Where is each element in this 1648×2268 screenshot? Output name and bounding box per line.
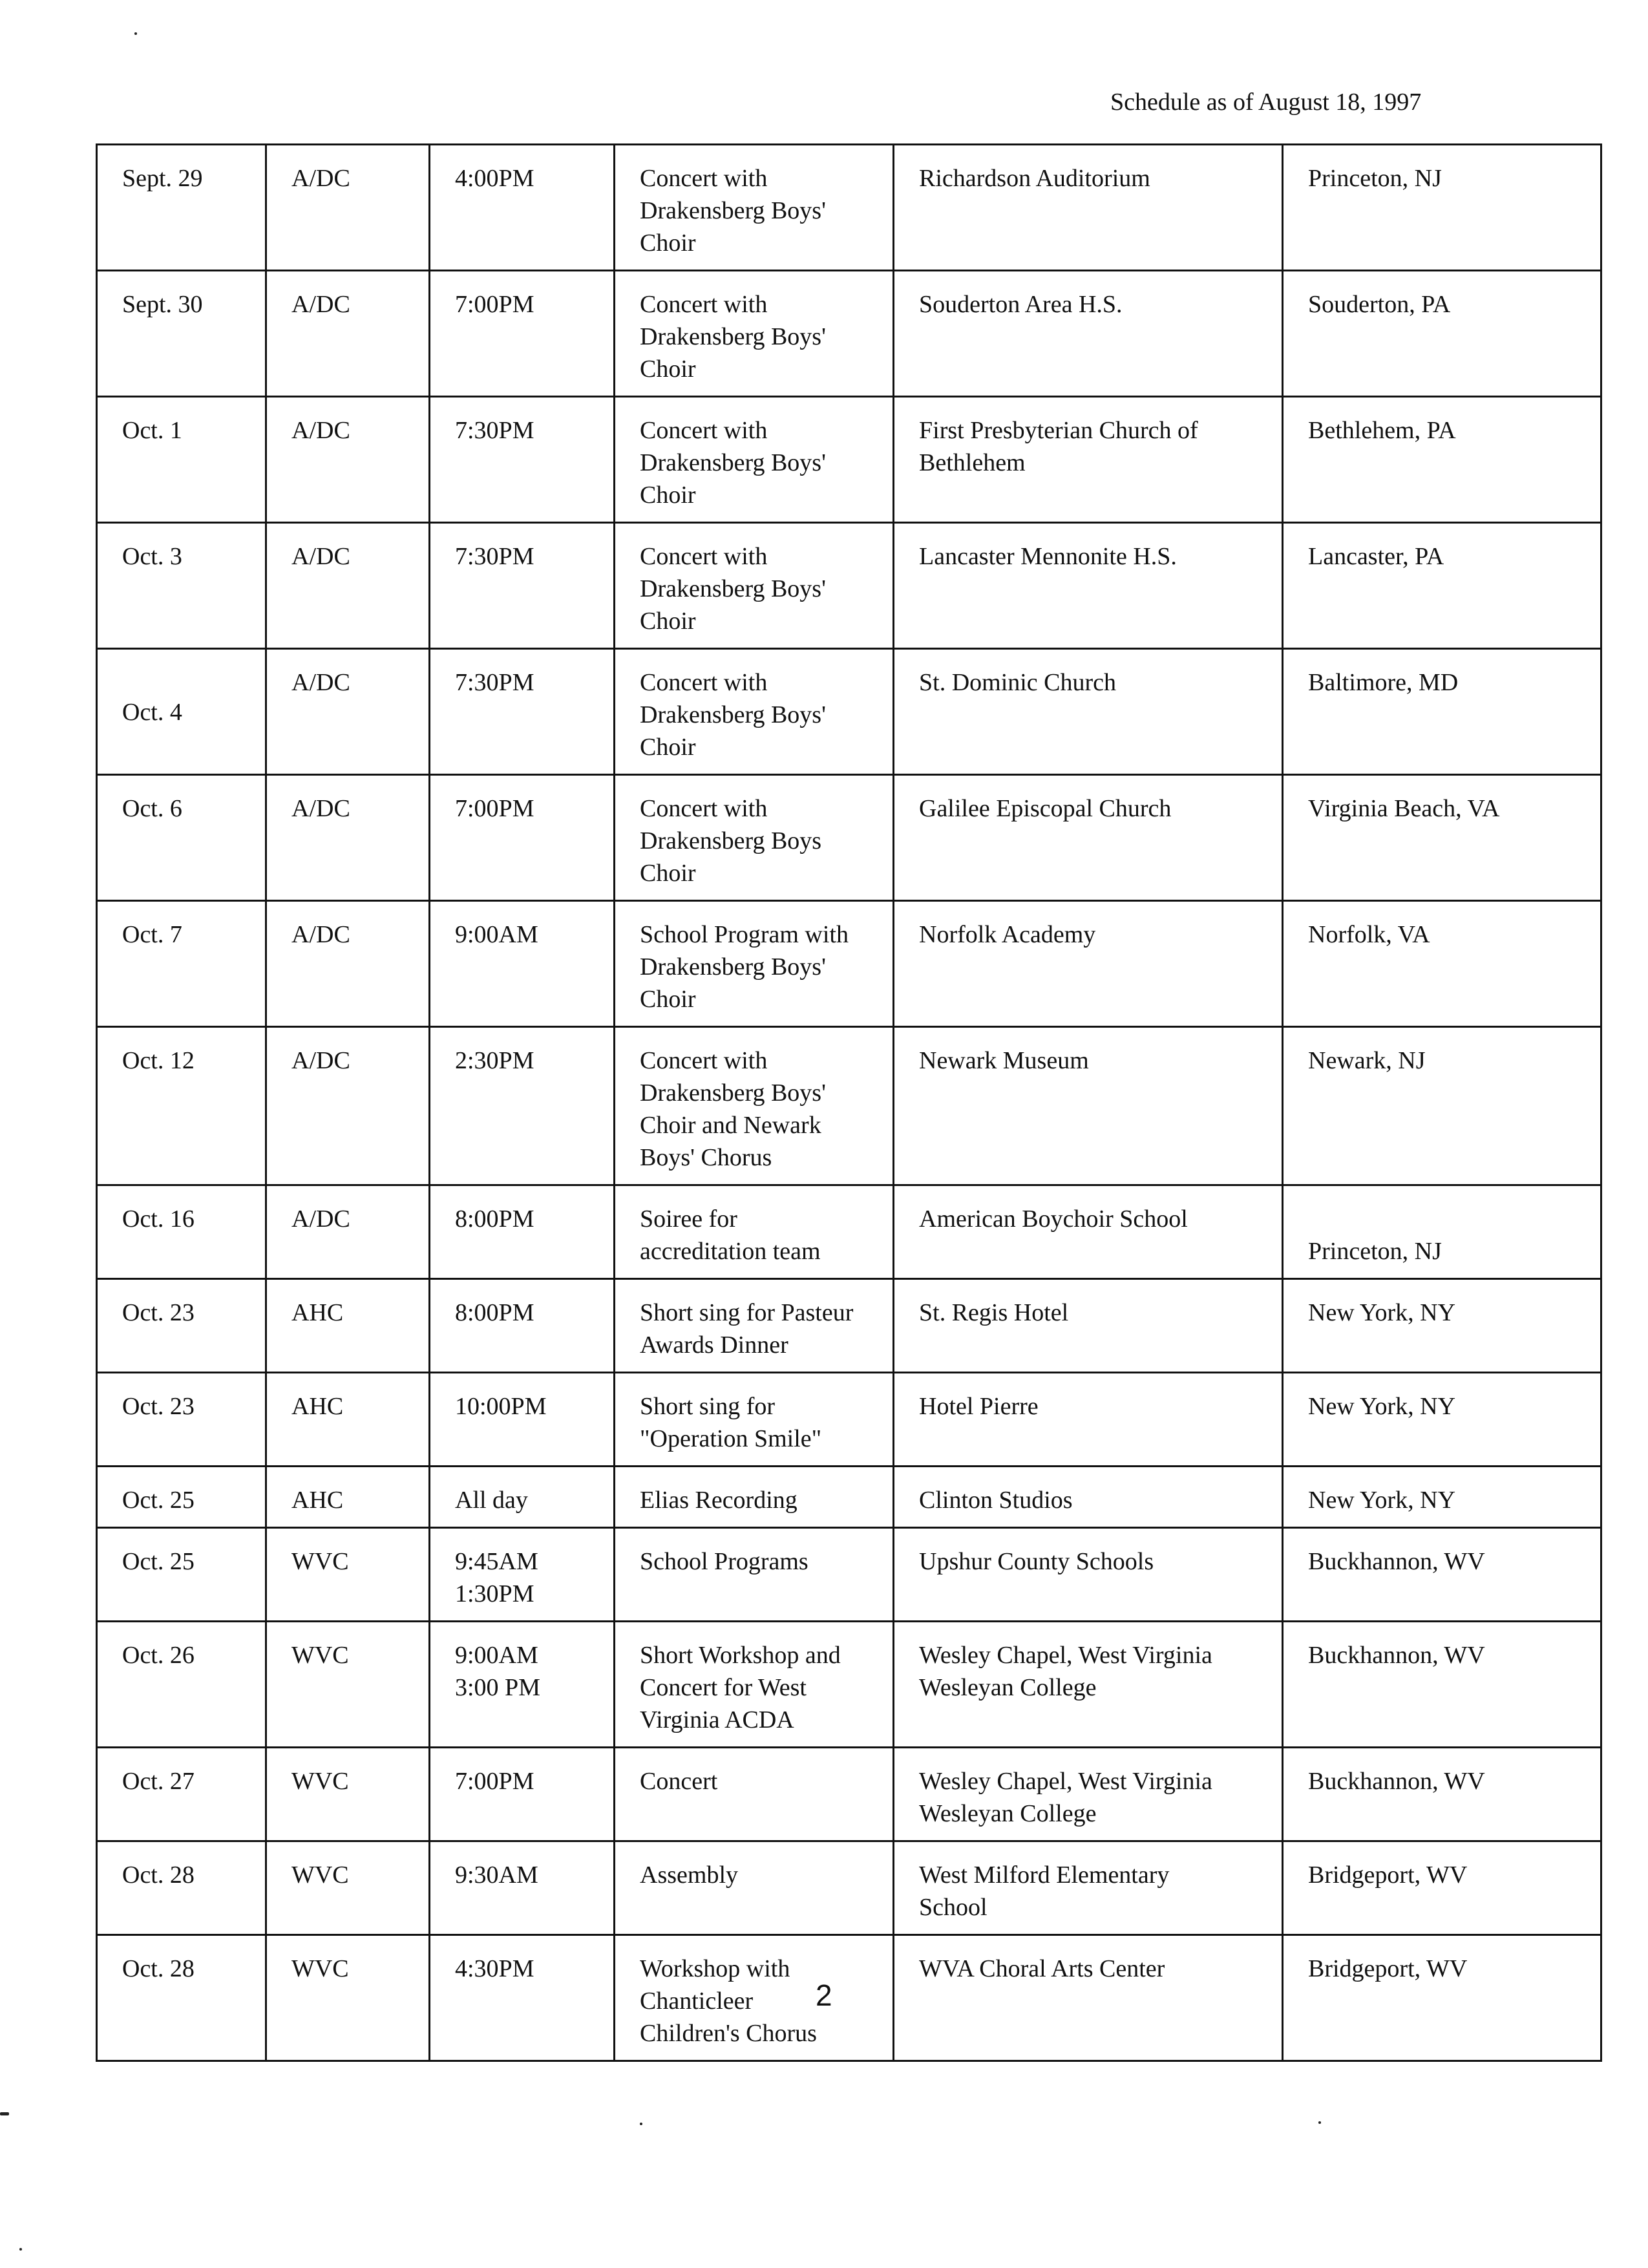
date-cell: Oct. 16 [97,1185,266,1279]
time-cell: 10:00PM [430,1373,615,1467]
city-cell: Virginia Beach, VA [1283,775,1601,901]
time-cell: 7:30PM [430,397,615,523]
table-row [97,1748,1601,1841]
group-cell: AHC [266,1467,430,1528]
group-cell: A/DC [266,775,430,901]
date-cell: Oct. 23 [97,1373,266,1467]
venue-cell: Clinton Studios [894,1467,1283,1528]
venue-cell: First Presbyterian Church of Bethlehem [894,397,1283,523]
table-row [97,649,1601,775]
event-cell: Elias Recording [615,1467,894,1528]
event-cell: Concert with Drakensberg Boys' Choir [615,649,894,775]
city-cell: Bethlehem, PA [1283,397,1601,523]
venue-cell: St. Dominic Church [894,649,1283,775]
time-cell: 7:00PM [430,1748,615,1841]
venue-cell: Souderton Area H.S. [894,271,1283,397]
time-cell: 9:00AM 3:00 PM [430,1622,615,1748]
group-cell: WVC [266,1841,430,1935]
event-cell: Short Workshop and Concert for West Virginia ACDA [615,1622,894,1748]
city-cell: Buckhannon, WV [1283,1528,1601,1622]
date-cell: Oct. 4 [97,649,266,775]
city-cell: Lancaster, PA [1283,523,1601,649]
city-cell: New York, NY [1283,1467,1601,1528]
city-cell: Bridgeport, WV [1283,1935,1601,2061]
date-cell: Oct. 3 [97,523,266,649]
table-row [97,1528,1601,1622]
scan-speck [0,2112,9,2115]
venue-cell: American Boychoir School [894,1185,1283,1279]
table-row [97,1467,1601,1528]
venue-cell: Wesley Chapel, West Virginia Wesleyan College [894,1748,1283,1841]
event-cell: Short sing for "Operation Smile" [615,1373,894,1467]
group-cell: A/DC [266,649,430,775]
group-cell: WVC [266,1748,430,1841]
date-cell: Oct. 23 [97,1279,266,1373]
event-cell: Concert with Drakensberg Boys' Choir [615,523,894,649]
venue-cell: WVA Choral Arts Center [894,1935,1283,2061]
city-cell: Princeton, NJ [1283,1185,1601,1279]
time-cell: 9:00AM [430,901,615,1027]
time-cell: 4:00PM [430,145,615,271]
scan-speck [19,2248,22,2251]
venue-cell: Upshur County Schools [894,1528,1283,1622]
group-cell: WVC [266,1528,430,1622]
date-cell: Sept. 29 [97,145,266,271]
city-cell: Baltimore, MD [1283,649,1601,775]
venue-cell: Galilee Episcopal Church [894,775,1283,901]
event-cell: Concert with Drakensberg Boys' Choir and Newark Boys' Chorus [615,1027,894,1185]
event-cell: Assembly [615,1841,894,1935]
event-cell: Concert with Drakensberg Boys' Choir [615,397,894,523]
date-cell: Sept. 30 [97,271,266,397]
group-cell: A/DC [266,901,430,1027]
date-cell: Oct. 6 [97,775,266,901]
time-cell: 9:30AM [430,1841,615,1935]
city-cell: Newark, NJ [1283,1027,1601,1185]
table-row [97,1027,1601,1185]
table-row [97,1622,1601,1748]
time-cell: 4:30PM [430,1935,615,2061]
group-cell: A/DC [266,523,430,649]
time-cell: 7:30PM [430,523,615,649]
time-cell: 7:00PM [430,271,615,397]
event-cell: School Programs [615,1528,894,1622]
date-cell: Oct. 12 [97,1027,266,1185]
event-cell: Short sing for Pasteur Awards Dinner [615,1279,894,1373]
table-row [97,775,1601,901]
date-cell: Oct. 26 [97,1622,266,1748]
table-row [97,1373,1601,1467]
venue-cell: West Milford Elementary School [894,1841,1283,1935]
table-row [97,1841,1601,1935]
schedule-body [97,145,1601,2061]
group-cell: AHC [266,1279,430,1373]
event-cell: Concert with Drakensberg Boys' Choir [615,145,894,271]
city-cell: Norfolk, VA [1283,901,1601,1027]
event-cell: Concert with Drakensberg Boys Choir [615,775,894,901]
table-row [97,1935,1601,2061]
venue-cell: Richardson Auditorium [894,145,1283,271]
scan-speck [1318,2121,1321,2124]
city-cell: Souderton, PA [1283,271,1601,397]
event-cell: Concert with Drakensberg Boys' Choir [615,271,894,397]
table-row [97,1279,1601,1373]
group-cell: AHC [266,1373,430,1467]
table-row [97,271,1601,397]
group-cell: A/DC [266,397,430,523]
venue-cell: Lancaster Mennonite H.S. [894,523,1283,649]
group-cell: A/DC [266,1027,430,1185]
venue-cell: Newark Museum [894,1027,1283,1185]
time-cell: 7:00PM [430,775,615,901]
city-cell: Buckhannon, WV [1283,1748,1601,1841]
group-cell: A/DC [266,145,430,271]
table-row [97,1185,1601,1279]
group-cell: WVC [266,1622,430,1748]
event-cell: Soiree for accreditation team [615,1185,894,1279]
table-row [97,145,1601,271]
venue-cell: Wesley Chapel, West Virginia Wesleyan College [894,1622,1283,1748]
time-cell: 8:00PM [430,1185,615,1279]
date-cell: Oct. 1 [97,397,266,523]
group-cell: A/DC [266,271,430,397]
group-cell: A/DC [266,1185,430,1279]
event-cell: Workshop with Chanticleer Children's Chorus [615,1935,894,2061]
table-row [97,397,1601,523]
date-cell: Oct. 27 [97,1748,266,1841]
venue-cell: St. Regis Hotel [894,1279,1283,1373]
group-cell: WVC [266,1935,430,2061]
schedule-table [96,143,1602,2062]
date-cell: Oct. 28 [97,1841,266,1935]
city-cell: Buckhannon, WV [1283,1622,1601,1748]
date-cell: Oct. 7 [97,901,266,1027]
time-cell: All day [430,1467,615,1528]
city-cell: New York, NY [1283,1373,1601,1467]
time-cell: 9:45AM 1:30PM [430,1528,615,1622]
venue-cell: Hotel Pierre [894,1373,1283,1467]
scan-speck [134,32,137,35]
date-cell: Oct. 28 [97,1935,266,2061]
city-cell: Princeton, NJ [1283,145,1601,271]
table-row [97,901,1601,1027]
venue-cell: Norfolk Academy [894,901,1283,1027]
table-row [97,523,1601,649]
event-cell: Concert [615,1748,894,1841]
date-cell: Oct. 25 [97,1528,266,1622]
time-cell: 2:30PM [430,1027,615,1185]
page-number: 2 [816,1978,832,2012]
scan-speck [640,2123,642,2125]
time-cell: 7:30PM [430,649,615,775]
city-cell: Bridgeport, WV [1283,1841,1601,1935]
event-cell: School Program with Drakensberg Boys' Choir [615,901,894,1027]
schedule-date-note: Schedule as of August 18, 1997 [1110,89,1422,116]
date-cell: Oct. 25 [97,1467,266,1528]
city-cell: New York, NY [1283,1279,1601,1373]
time-cell: 8:00PM [430,1279,615,1373]
